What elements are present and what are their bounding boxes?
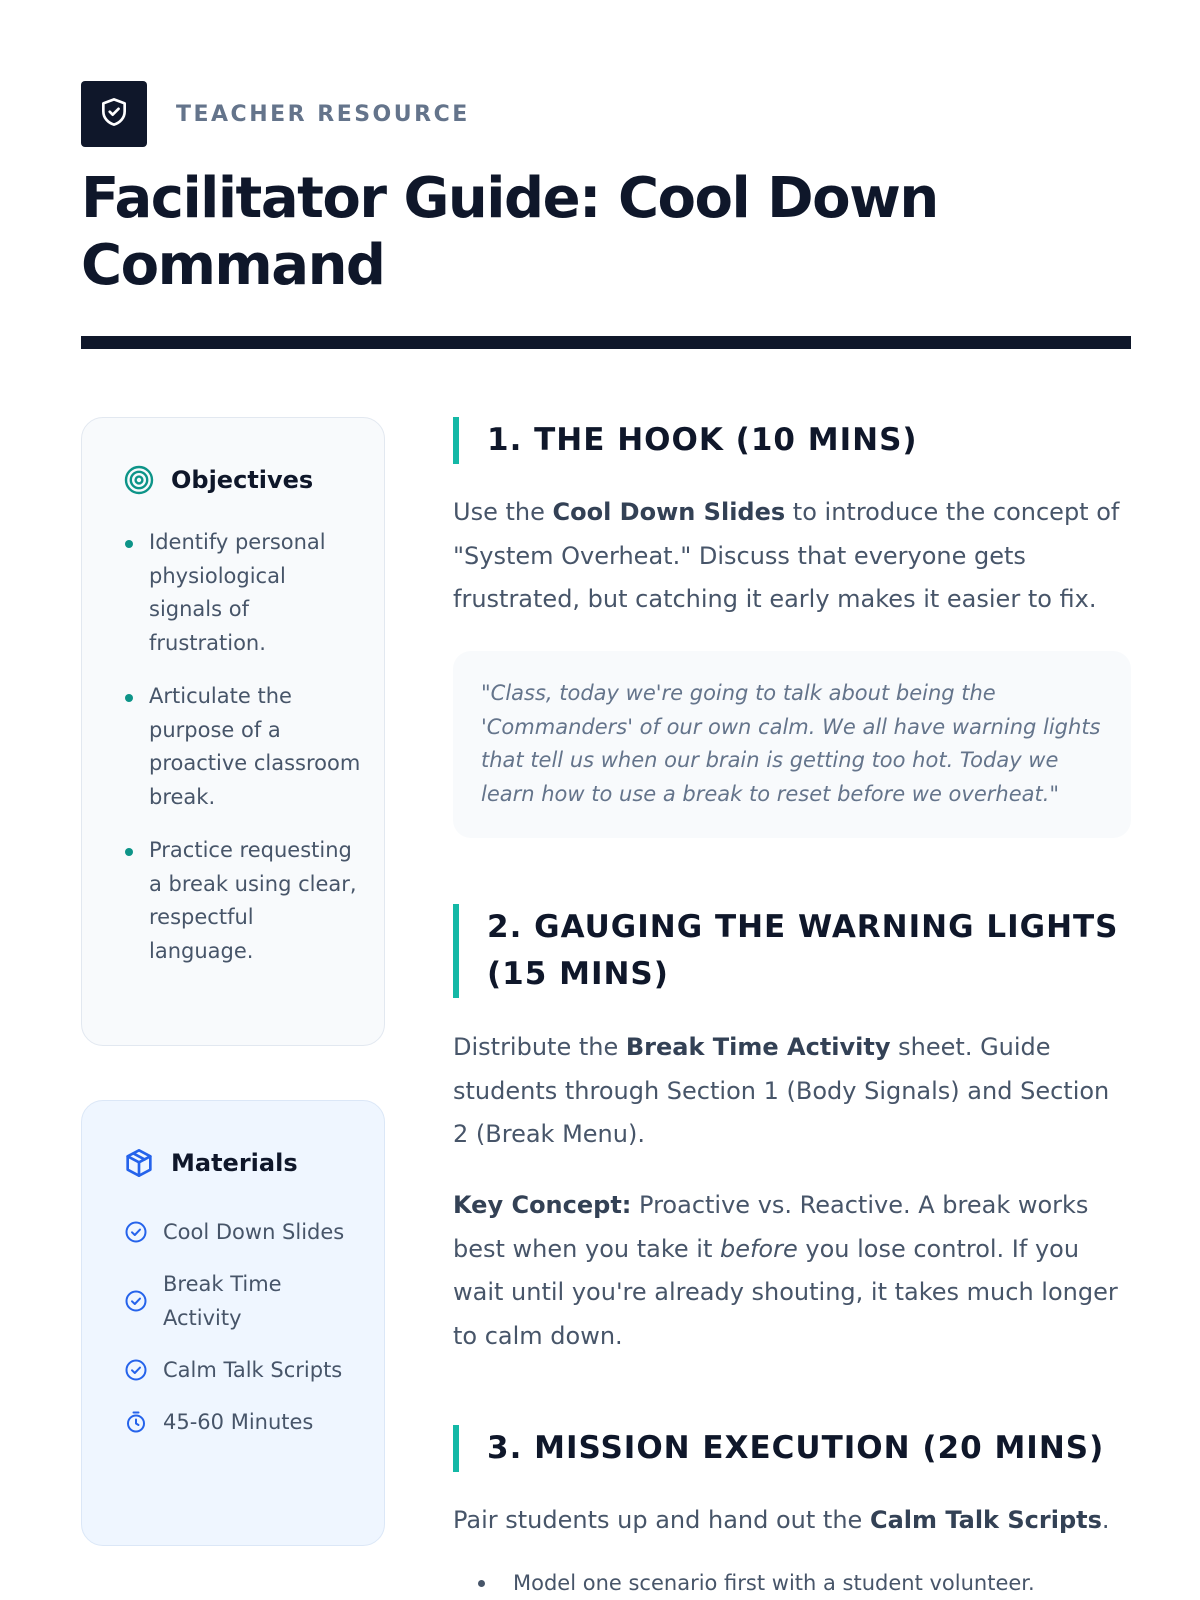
objective-text: Articulate the purpose of a proactive classroom break. — [149, 684, 361, 809]
material-label: 45-60 Minutes — [163, 1410, 314, 1434]
objective-text: Identify personal physiological signals of frustration. — [149, 530, 326, 655]
bullet-dot — [125, 848, 133, 856]
materials-list — [123, 1215, 363, 1457]
break-time-activity-bold: Break Time Activity — [625, 1033, 891, 1061]
shield-check-icon — [98, 94, 130, 134]
materials-title: Materials — [171, 1149, 298, 1177]
calm-talk-scripts-bold: Calm Talk Scripts — [869, 1506, 1102, 1534]
page-header — [81, 81, 1131, 298]
logo — [81, 81, 147, 147]
list-item — [123, 526, 363, 660]
hook-paragraph — [453, 491, 1131, 622]
page-title: Facilitator Guide: Cool Down Command — [81, 166, 938, 298]
text-run: to introduce the concept of "System Overheat." Discuss that everyone gets frustrated, but catching it early makes it easier to fix. — [453, 498, 1120, 613]
text-run: . — [1101, 1506, 1110, 1534]
materials-card — [81, 1100, 385, 1546]
list-item — [123, 1353, 363, 1387]
objectives-header — [123, 464, 313, 496]
bullet-dot — [125, 694, 133, 702]
objective-text: Practice requesting a break using clear, respectful language. — [149, 838, 357, 963]
key-concept-label: Key Concept: — [453, 1191, 632, 1219]
text-run: Pair students up and hand out the — [453, 1506, 870, 1534]
check-circle-icon — [123, 1219, 149, 1245]
text-run: Use the — [453, 498, 553, 526]
list-item — [123, 1215, 363, 1249]
emphasis-before: before — [719, 1234, 798, 1263]
list-item — [123, 680, 363, 814]
list-item — [123, 1267, 363, 1335]
mission-paragraph — [453, 1499, 1131, 1543]
text-run: Distribute the — [453, 1033, 626, 1061]
bullet-dot — [125, 540, 133, 548]
material-label: Break Time Activity — [163, 1272, 282, 1330]
check-circle-icon — [123, 1288, 149, 1314]
material-label: Calm Talk Scripts — [163, 1358, 343, 1382]
eyebrow-row — [81, 81, 1131, 147]
bullet-dot — [478, 1580, 485, 1587]
text-run: sheet. Guide students through Section 1 (Body Signals) and Section 2 (Break Menu). — [453, 1033, 1110, 1148]
text-run: Proactive vs. Reactive. A break works best when you take it — [453, 1191, 1089, 1263]
text-run: you lose control. If you wait until you're already shouting, it takes much longer to calm down. — [453, 1234, 1118, 1350]
section-heading-mission: 3. MISSION EXECUTION (20 MINS) — [453, 1425, 1131, 1472]
material-label: Cool Down Slides — [163, 1220, 345, 1244]
objectives-list — [123, 526, 363, 988]
objectives-title: Objectives — [171, 466, 314, 494]
gauging-paragraph — [453, 1026, 1131, 1157]
title-divider — [81, 336, 1131, 349]
section-heading-gauging: 2. GAUGING THE WARNING LIGHTS (15 MINS) — [453, 904, 1131, 998]
section-heading-hook: 1. THE HOOK (10 MINS) — [453, 417, 1131, 464]
objectives-card — [81, 417, 385, 1046]
materials-header — [123, 1147, 298, 1179]
cool-down-slides-bold: Cool Down Slides — [552, 498, 786, 526]
list-item — [123, 834, 363, 968]
check-circle-icon — [123, 1357, 149, 1383]
timer-icon — [123, 1409, 149, 1435]
target-icon — [123, 464, 155, 496]
package-icon — [123, 1147, 155, 1179]
teacher-script-quote: "Class, today we're going to talk about being the 'Commanders' of our own calm. We all have warning lights that tell us when our brain is getting too hot. Today we learn how to use a break to reset before we overheat." — [453, 651, 1131, 838]
list-item — [123, 1405, 363, 1439]
eyebrow-label: TEACHER RESOURCE — [176, 101, 470, 127]
bullet-text: Model one scenario first with a student volunteer. — [513, 1571, 1035, 1595]
mission-bullet — [478, 1567, 1035, 1600]
key-concept-paragraph — [453, 1184, 1131, 1358]
